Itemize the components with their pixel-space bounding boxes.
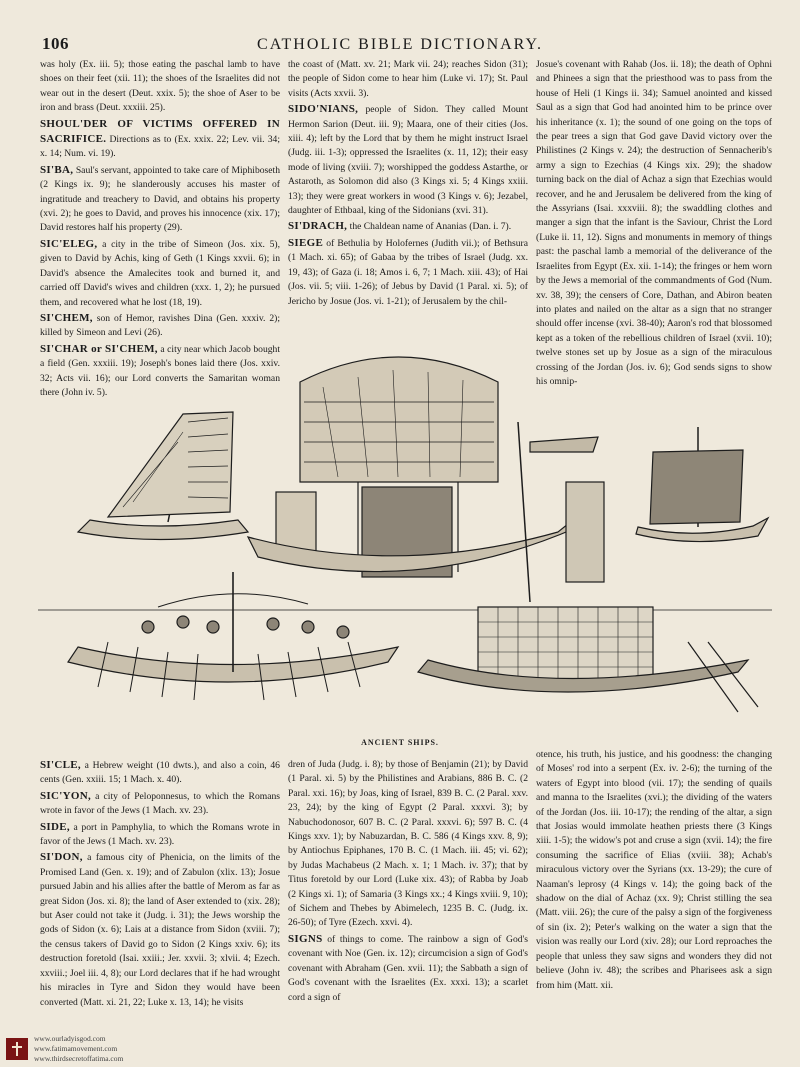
- entry-text: of things to come. The rainbow a sign of God's covenant with Noe (Gen. ix. 12); circumcision a sign of God's covenant with Abraham (Gen. xvii. 11); the Sabbath a sign of God's covenant with the Israelites (Ex. xxxi. 13); a scarlet cord a sign of: [288, 933, 528, 1003]
- page-header: [30, 34, 770, 56]
- dictionary-entry: [40, 163, 280, 236]
- entry-headword: SHOUL'DER OF VICTIMS OFFERED IN SACRIFICE.: [40, 117, 280, 146]
- dictionary-entry: [40, 789, 280, 819]
- dictionary-entry: [536, 748, 772, 993]
- entry-headword: SI'DON,: [40, 851, 83, 864]
- entry-headword: SI'CLE,: [40, 759, 81, 771]
- entry-text: son of Hemor, ravishes Dina (Gen. xxxiv. 2); killed by Simeon and Levi (26).: [40, 312, 280, 339]
- entry-text: a city of Peloponnesus, to which the Romans wrote in favor of the Jews (1 Mach. xv. 23).: [40, 790, 280, 817]
- footer: [6, 1034, 166, 1064]
- entry-text: a Hebrew weight (10 dwts.), and also a coin, 46 cents (Gen. xxiii. 15; 1 Mach. x. 40).: [40, 760, 280, 786]
- right-sail-ship: [636, 427, 768, 542]
- entry-text: a city near which Jacob bought a field (Gen. xxxiii. 19); Joseph's bones laid there (Jos. xxiv. 32; Acts vii. 16); our Lord converts the Samaritan woman there (John iv. 5).: [40, 343, 280, 398]
- entry-text: the Chaldean name of Ananias (Dan. i. 7).: [349, 221, 512, 233]
- entry-headword: SIDE,: [40, 820, 70, 833]
- entry-text: Directions as to (Ex. xxix. 22; Lev. vii. 34; x. 14; Num. vi. 19).: [40, 134, 280, 160]
- entry-headword: SI'DRACH,: [288, 220, 348, 233]
- lower-war-galley: [68, 572, 398, 700]
- heart-cross-logo-icon: [6, 1038, 28, 1060]
- entry-text: a city in the tribe of Simeon (Jos. xix. 5), given to David by Achis, king of Geth (1 Kings xxvii. 6); in David's absence the Amalecites took and burned it, and carried off David's wives and children (xxx. 1, 2); he pursued them, and recovered what he lost (18, 19).: [40, 238, 280, 308]
- entry-text: Josue's covenant with Rahab (Jos. ii. 18); the death of Ophni and Phinees a sign that the priesthood was to pass from the house of Heli (1 Kings ii. 34); Samuel anointed and kissed Saul as a sign that God had anointed him to be prince over his inheritance (x. 1); the sound of one going on the tops of the pear trees a sign that God gave David victory over the Philistines (2 Kings v. 24); the destruction of Sennacherib's army a sign to Ezechias (4 Kings xix. 29); the shadow turning back on the dial of Achaz a sign that Ezechias would recover, and he and Jerusalem be delivered from the king of the Assyrians (Isai. xxxviii. 8); the swaddling clothes and manger a sign that the infant is the Saviour, Christ the Lord (Luke ii. 11, 12). Signs and monuments in memory of things past: the paschal lamb a memorial of the deliverance of the Israelites from Egypt (Ex. xii. 1-14); the fringes or hem worn by the Jews a memorial of the commandments of God (Num. xv. 38, 39); the censers of Core, Dathan, and Abiron beaten into plates and nailed on the altar as a sign that no stranger should offer incense (xvi. 38-40); Aaron's rod that blossomed kept as a token of the rebellious children of Israel (xvii. 10); twelve stones set up by Josue as a sign of the miraculous crossing of the Jordan (Jos. iv. 6); God sends signs to show his omnip-: [536, 59, 772, 387]
- dictionary-entry: [40, 850, 280, 1009]
- entry-text: a port in Pamphylia, to which the Romans wrote in favor of the Jews (1 Mach. xv. 23).: [40, 821, 280, 848]
- column-bottom-middle: [288, 758, 528, 1046]
- column-bottom-right: [536, 748, 772, 1048]
- entry-headword: SI'CHEM,: [40, 311, 93, 324]
- entry-text: was holy (Ex. iii. 5); those eating the paschal lamb to have shoes on their feet (xii. 11); the shoes of the Israelites did not wear out in the desert (Deut. xxix. 5); the shoe of Aser to be iron and brass (Deut. xxxiii. 25).: [40, 59, 280, 114]
- left-sail-ship: [78, 412, 248, 540]
- dictionary-entry: [536, 58, 772, 389]
- dictionary-entry: [288, 932, 528, 1005]
- dictionary-entry: [288, 758, 528, 931]
- entry-headword: SIGNS: [288, 932, 323, 945]
- page-number: 106: [42, 34, 69, 53]
- entry-headword: SI'BA,: [40, 163, 74, 176]
- footer-link[interactable]: www.ourladyisgod.com: [34, 1034, 106, 1043]
- column-bottom-left: [40, 758, 280, 1046]
- dictionary-entry: [40, 237, 280, 310]
- entry-text: otence, his truth, his justice, and his goodness: the changing of Moses' rod into a serpent (Ex. iv. 2-6); the turning of the waters of Egypt into blood (vii. 17); the sending of quails and manna to the Israelites (xvi.); the dividing of the waters of the Jordan (Jos. iii. 10-17); the rending of the altar, a sign that Josias would immolate heathen priests there (3 Kings xiii. 1-5); the widow's pot and cruse a sign (xvii. 14); the fire consuming the sacrifice of Elias (xviii. 38); Achab's miraculous victory over the Syrians (xx. 13-29); the cure of Naaman's leprosy (4 Kings v. 14); the going back of the shadow on the dial of Achaz (xx. 9); Christ stilling the sea (Matt. viii. 26); the cure of the palsy a sign of the forgiveness of sin (ix. 2); Peter's walking on the water a sign that the vision was really our Lord (xiv. 28); our Lord reproaches the people that unless they saw signs and wonders they did not believe (John iv. 48); the scribes and Pharisees ask a sign from him (Matt. xii.: [536, 749, 772, 991]
- entry-headword: SI'CHAR or SI'CHEM,: [40, 342, 158, 355]
- tower: [566, 482, 604, 582]
- central-ornate-ship: [248, 357, 598, 602]
- entry-headword: SIEGE: [288, 236, 324, 249]
- dictionary-entry: [288, 58, 528, 101]
- dictionary-entry: [288, 102, 528, 218]
- entry-headword: SIDO'NIANS,: [288, 103, 359, 116]
- dictionary-entry: [40, 311, 280, 341]
- footer-link[interactable]: www.fatimamovement.com: [34, 1044, 118, 1053]
- entry-text: Saul's servant, appointed to take care of Miphiboseth (2 Kings ix. 9); he slanderously accuses his master of ingratitude and treachery to David, and obtains his property (xvi. 2); he goes to David, and proves his innocence (xix. 17); David restores half his property (29).: [40, 164, 280, 234]
- ancient-ships-illustration: [38, 342, 772, 734]
- page-title: CATHOLIC BIBLE DICTIONARY.: [257, 36, 543, 53]
- dictionary-entry: [40, 820, 280, 850]
- entry-text: people of Sidon. They called Mount Hermon Sarion (Deut. iii. 9); Maara, one of their cities (Jos. xiii. 4); left by the Lord that by them he might instruct Israel (Judg. iii. 1-3); oppressed the Israelites (x. 11, 12); their easy mode of living (xviii. 7); worshipped the goddess Astarthe, or Astaroth, as Solomon did also (3 Kings xi. 5; 4 Kings xxiii. 13); they were great workers in wood (3 Kings v. 6); Jezabel, daughter of Ethbaal, king of the Sidonians (xvi. 31).: [288, 104, 528, 217]
- entry-text: a famous city of Phenicia, on the limits of the Promised Land (Gen. x. 19); and of Zabulon (xlix. 13); Josue pursued Jabin and his allies after the battle of Merom as far as great Sidon (Jos. xi. 8); the land of Aser extended to (xix. 28); but Aser could not take it (Judg. i. 31); the Jews worship the gods of Sidon (x. 6); Lais at a distance from Sidon (xviii. 7); the census takers of David go to Sidon (2 Kings xxiv. 6); its destruction foretold (Isai. xxiii.; Jer. xxvii. 3; xlvii. 4; Ezech. xxviii.; Joel iii. 4, 8); our Lord declares that if he had wrought his miracles in Tyre and Sidon they would have been converted (Matt. xi. 21, 22; Luke x. 13, 14); he visits: [40, 852, 280, 1008]
- lower-grid-barge: [418, 607, 758, 712]
- entry-text: dren of Juda (Judg. i. 8); by those of Benjamin (21); by David (1 Paral. xi. 5) by the Philistines and Arabians, 886 B. C. (2 Paral. xxi. 16); by Joas, king of Israel, 839 B. C. (2 Paral. xxv. 23, 24); by the king of Egypt (2 Paral. xxxvi. 3); by Nabuchodonosor, 607 B. C. (2 Paral. xxxvi. 6); 597 B. C. (4 Kings xxv. 1); by Nabuzardan, B. C. 586 (4 Kings xxv. 8, 9); by Antiochus Epiphanes, 170 B. C. (1 Mach. iii. 45; vi. 62); by Judas Machabeus (2 Mach. x. 1; 1 Mach. iv. 37); that by Titus foretold by our Lord (Luke xix. 43); of Rabba by Joab (2 Kings xi. 1); of Samaria (3 Kings xx.; 4 Kings xviii. 9, 10); of Sichem and Thebes by Abimelech, 1235 B. C. (Judg. ix. 26-50); of Tyre (Ezech. xxvi. 4).: [288, 759, 528, 929]
- dictionary-entry: [288, 219, 528, 234]
- entry-headword: SIC'ELEG,: [40, 237, 98, 250]
- footer-link[interactable]: www.thirdsecretoffatima.com: [34, 1054, 124, 1063]
- dictionary-entry: [40, 58, 280, 116]
- column-top-middle: [288, 58, 528, 350]
- entry-text: of Bethulia by Holofernes (Judith vii.); of Bethsura (1 Mach. xi. 65); of Gabaa by the tribes of Israel (Judg. xx. 19, 43); of Gaza (i. 18; Amos i. 6, 7; 1 Mach. xiii. 43); of Hai (Jos. vii. 5; viii. 1-26); of Jebus by David (1 Paral. xi. 5); of Jericho by Josue (Jos. vi. 1-21); of Jerusalem by the chil-: [288, 237, 528, 307]
- footer-links: [34, 1034, 123, 1064]
- entry-headword: SIC'YON,: [40, 789, 91, 802]
- entry-text: the coast of (Matt. xv. 21; Mark vii. 24); reaches Sidon (31); the people of Sidon come to hear him (Luke vi. 17); St. Paul visits (Acts xxvii. 3).: [288, 59, 528, 99]
- dictionary-entry: [288, 236, 528, 309]
- illustration-caption: ANCIENT SHIPS.: [361, 738, 439, 747]
- dictionary-entry: [40, 117, 280, 162]
- dictionary-entry: [40, 758, 280, 788]
